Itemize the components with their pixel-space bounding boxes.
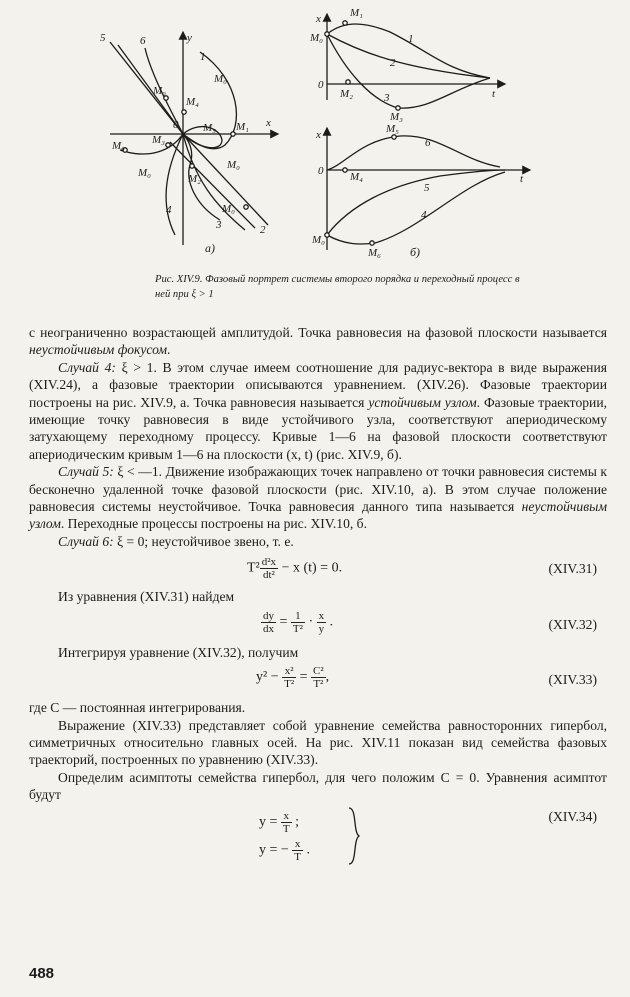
figure-caption: Рис. XIV.9. Фазовый портрет системы второго порядка и переходный процесс в ней при ξ > 1 (155, 274, 520, 300)
svg-text:M₂: M₂ (340, 88, 353, 100)
svg-text:M₃: M₃ (390, 111, 403, 123)
equation-32: $\frac{dy}{dx}$ = $\frac{1}{\text{T²}}$ · $\frac{x}{y}$ . (XIV.32) (263, 609, 597, 635)
label-y: y (187, 32, 192, 44)
body-text (29, 324, 607, 870)
figure-xiv-9 (0, 0, 630, 320)
para-expr33: Выражение (XIV.33) представляет собой уравнение семейства равносторонних гипербол, симметричных относительно главных осей. На рис. XIV.11 показан вид семейства фазовых траекторий, построенных по уравнению (XIV.33). (29, 717, 607, 768)
phase-portrait (110, 32, 278, 245)
svg-text:x: x (316, 13, 321, 25)
svg-text:4: 4 (421, 209, 427, 221)
label-curve-1: 1 (200, 51, 206, 63)
label-m1: M₁ (236, 121, 249, 133)
svg-text:M₀: M₀ (312, 234, 325, 246)
label-m6: M₆ (112, 140, 125, 152)
label-m0c: M₀ (138, 167, 151, 179)
label-m0b: M₀ (153, 85, 166, 97)
label-m3: M₃ (152, 134, 165, 146)
para-case6: Случай 6: ξ = 0; неустойчивое звено, т. е. (58, 533, 294, 549)
svg-text:M₄: M₄ (350, 171, 363, 183)
svg-text:б): б) (410, 245, 421, 259)
label-m4: M₄ (186, 96, 199, 108)
para-integrating: Интегрируя уравнение (XIV.32), получим (58, 644, 299, 660)
svg-text:2: 2 (390, 57, 396, 69)
svg-text:M₁: M₁ (350, 7, 363, 19)
svg-text:6: 6 (425, 137, 431, 149)
label-origin: 0 (173, 119, 179, 131)
equation-33: y² − $\frac{\text{x²}}{\text{T²}}$ = $\frac{\text{C²}}{\text{T²}}$ , (XIV.33) (256, 665, 597, 691)
label-x: x (266, 117, 271, 129)
svg-text:5: 5 (424, 182, 430, 194)
label-m5: M₅ (203, 122, 216, 134)
svg-text:0: 0 (318, 79, 324, 91)
svg-text:M₆: M₆ (368, 247, 381, 259)
label-m0d: M₀ (227, 159, 240, 171)
label-curve-5: 5 (100, 32, 106, 44)
top-plot-labels (309, 7, 496, 123)
label-m0e: M₀ (222, 203, 235, 215)
svg-text:M₀: M₀ (310, 32, 323, 44)
label-panel-a: а) (205, 241, 215, 255)
figure-svg (0, 0, 630, 280)
svg-text:1: 1 (408, 33, 414, 45)
label-m0a: M₀ (214, 73, 227, 85)
svg-text:t: t (492, 88, 496, 100)
brace (347, 806, 361, 866)
para-case5: Случай 5: ξ < —1. Движение изображающих точек направлено от точки равновесия системы к бесконечно удаленной точке фазовой плоскости (рис. XIV.10, а). В этом случае положение равновесия системы неустойчивое. Точка равновесия данного типа называется неустойчивым узлом. Переходные процессы построены на рис. XIV.10, б. (29, 464, 607, 532)
svg-text:x: x (316, 129, 321, 141)
bottom-curve-6 (327, 136, 500, 170)
page-number: 488 (29, 965, 55, 982)
equation-34: y = $\frac{x}{T}$ ; y = − $\frac{x}{T}$ . (XIV.34) (29, 804, 607, 870)
label-m2: M₂ (188, 173, 201, 185)
label-curve-6: 6 (140, 35, 146, 47)
bottom-plot-labels (311, 123, 524, 259)
para-case4: Случай 4: ξ > 1. В этом случае имеем соотношение для радиус-вектора в виде выражения (XIV.24), а фазовые траектории описываются уравнением. (XIV.26). Фазовые траектории построены на рис. XIV.9, а. Точка равновесия называется устойчивым узлом. Фазовые траектории, имеющие точку равновесия в виде устойчивого узла, соответствуют апериодическому затухающему переходному процессу. Кривые 1—6 на фазовой плоскости соответствуют апериодическим кривым 1—6 на плоскости (x, t) (рис. XIV.9, б). (29, 359, 607, 462)
para-asymptotes: Определим асимптоты семейства гипербол, для чего положим C = 0. Уравнения асимптот будут (29, 769, 607, 803)
para-from-eq31: Из уравнения (XIV.31) найдем (58, 589, 235, 605)
label-curve-3: 3 (216, 219, 222, 231)
svg-text:t: t (520, 173, 524, 185)
para-where-c: где C — постоянная интегрирования. (29, 700, 246, 716)
equation-31: T² $\frac{\text{d²x}}{\text{dt²}}$ − x (t) = 0. (XIV.31) (247, 556, 597, 582)
phase-curve-4 (166, 134, 183, 235)
svg-text:3: 3 (384, 92, 390, 104)
svg-text:0: 0 (318, 165, 324, 177)
svg-text:M₅: M₅ (386, 123, 399, 135)
label-curve-2: 2 (260, 224, 266, 236)
para-unstable-focus: с неограниченно возрастающей амплитудой. Точка равновесия на фазовой плоскости называется неустойчивым фокусом. (29, 325, 607, 358)
label-curve-4: 4 (166, 204, 172, 216)
